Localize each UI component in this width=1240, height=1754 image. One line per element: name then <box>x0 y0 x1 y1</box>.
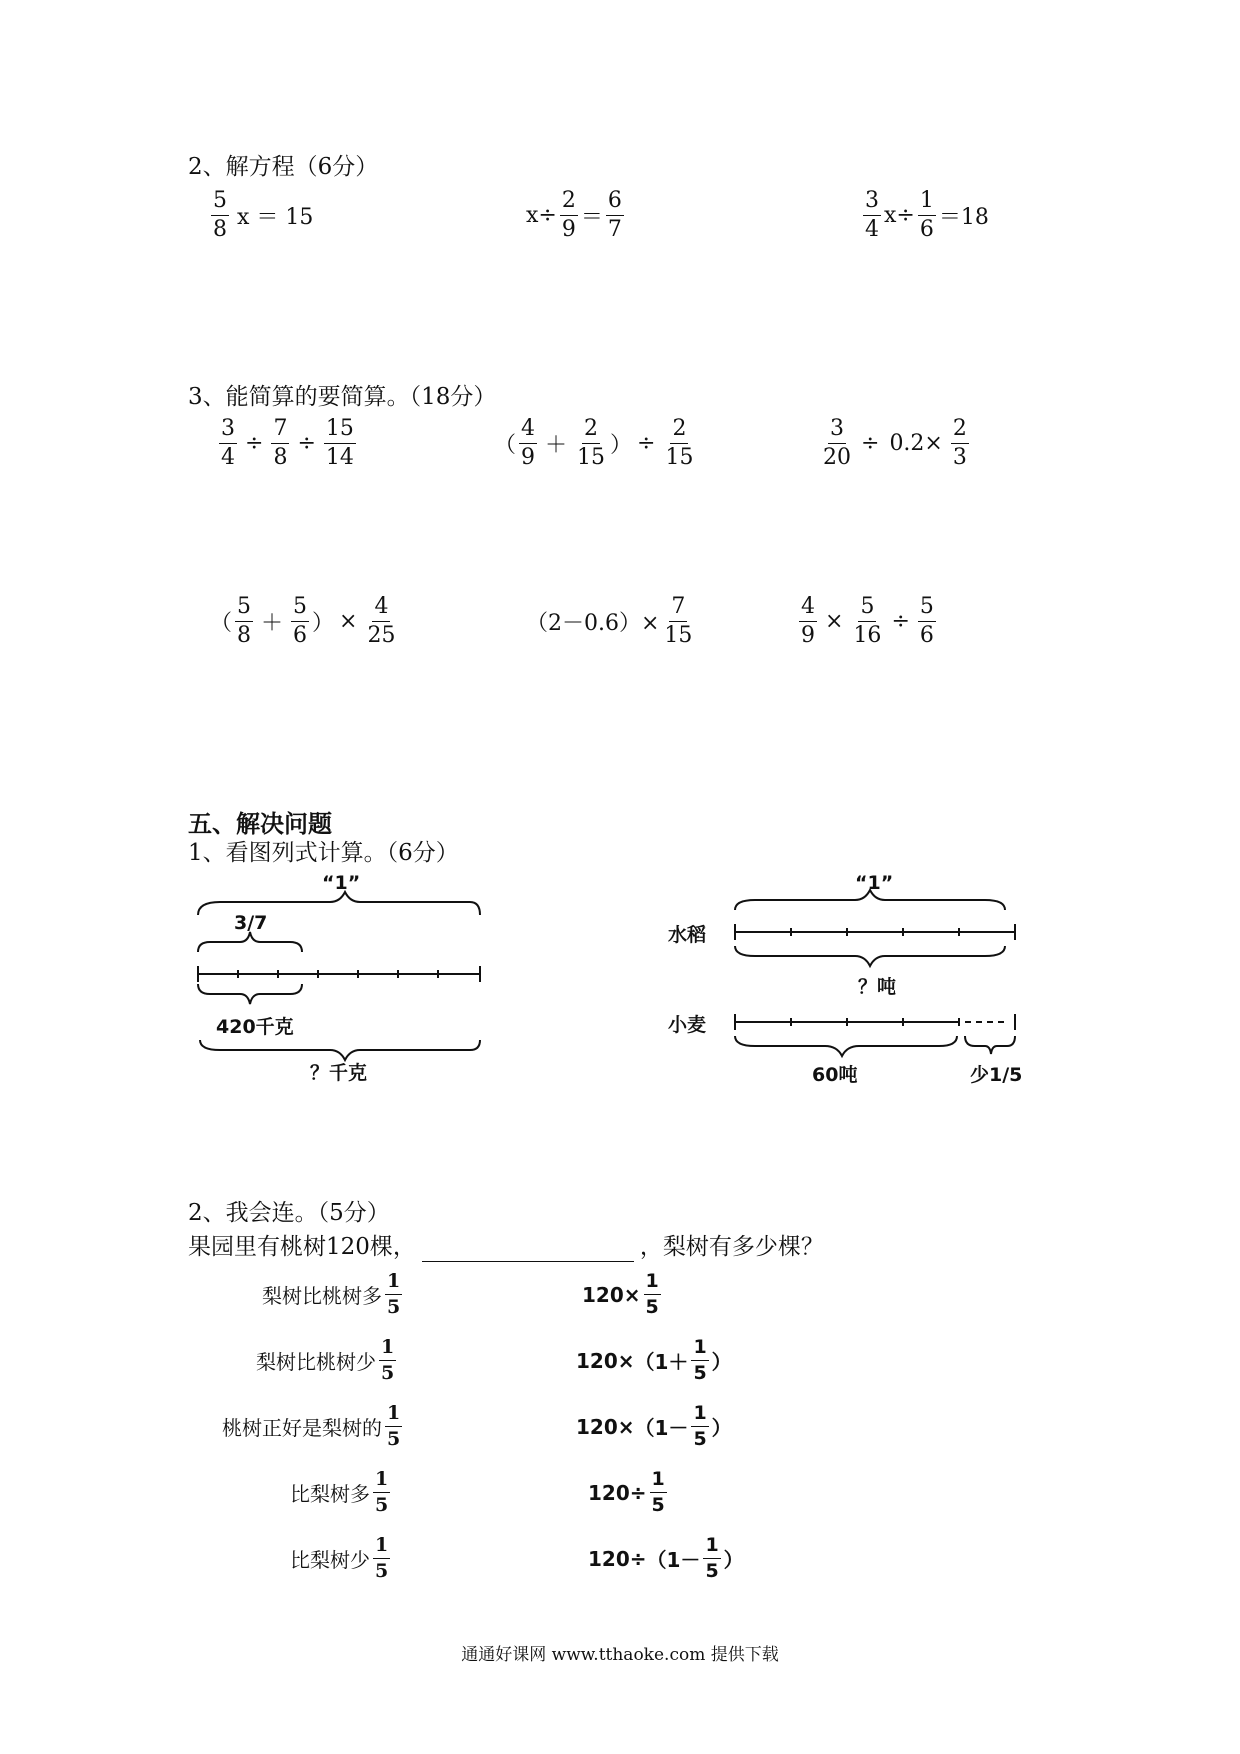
match-left-1[interactable] <box>262 1272 405 1317</box>
fig2-rice-label: 水稻 <box>668 924 707 946</box>
fraction: $\frac{2}{15}$ <box>665 416 694 470</box>
fraction: $\frac{1}{5}$ <box>705 1534 719 1582</box>
paren: ） <box>312 611 335 636</box>
fraction: $\frac{7}{15}$ <box>664 594 693 648</box>
equation-text: x ＝ 15 <box>237 205 314 230</box>
s5-q1-title: 1、看图列式计算。（6分） <box>188 840 459 866</box>
fig2-less-label: 少1/5 <box>970 1064 1023 1086</box>
simplify-d <box>210 596 400 647</box>
operator: ÷ <box>245 431 264 456</box>
brace-rice-bottom <box>735 946 1005 966</box>
fraction: $\frac{3}{20}$ <box>823 416 851 470</box>
operator: × <box>339 609 358 634</box>
match-expr-inner: （1＋ <box>634 1350 689 1374</box>
fraction: $\frac{5}{6}$ <box>293 594 308 648</box>
match-right-3[interactable] <box>576 1404 732 1449</box>
match-text: 比梨树多 <box>290 1482 370 1506</box>
match-expr: 120÷ <box>588 1546 647 1571</box>
equation-1 <box>208 190 318 241</box>
fraction: $\frac{1}{5}$ <box>693 1402 707 1450</box>
brace-wheat-less <box>965 1036 1015 1054</box>
fraction: $\frac{7}{8}$ <box>273 416 288 470</box>
equation-text: x÷ <box>526 203 557 228</box>
match-left-5[interactable] <box>290 1536 393 1581</box>
match-expr-post: ） <box>723 1548 744 1572</box>
fraction: $\frac{2}{3}$ <box>952 416 967 470</box>
fraction: $\frac{1}{5}$ <box>387 1402 401 1450</box>
brace-wheat-amount <box>735 1036 957 1056</box>
footer-text: 通通好课网 www.tthaoke.com 提供下载 <box>461 1645 779 1665</box>
match-right-1[interactable] <box>582 1272 664 1317</box>
section-5-title: 五、解决问题 <box>188 810 332 838</box>
match-expr: 120÷ <box>588 1480 647 1505</box>
fraction: $\frac{1}{6}$ <box>919 188 934 242</box>
operator: × <box>825 609 844 634</box>
simplify-f <box>796 596 939 647</box>
simplify-c <box>818 418 972 469</box>
simplify-a <box>216 418 359 469</box>
operator: ＋ <box>545 433 568 458</box>
match-expr: 120× <box>582 1282 641 1307</box>
match-left-2[interactable] <box>256 1338 399 1383</box>
q3-title: 3、能简算的要简算。（18分） <box>188 384 497 410</box>
fraction: $\frac{1}{5}$ <box>375 1534 389 1582</box>
match-expr-inner: （1－ <box>634 1416 689 1440</box>
equation-text: 0.2× <box>889 431 943 456</box>
fraction: $\frac{4}{9}$ <box>521 416 536 470</box>
fraction: $\frac{1}{5}$ <box>387 1270 401 1318</box>
fig1-part-label: 3/7 <box>234 912 268 934</box>
answer-blank[interactable] <box>422 1235 634 1262</box>
match-right-2[interactable] <box>576 1338 732 1383</box>
match-expr-post: ） <box>711 1416 732 1440</box>
fraction: $\frac{4}{25}$ <box>367 594 396 648</box>
equation-3 <box>860 190 989 241</box>
match-expr-inner: （1－ <box>646 1548 701 1572</box>
statement-pre: 果园里有桃树120棵， <box>188 1234 416 1260</box>
fraction: $\frac{5}{8}$ <box>237 594 252 648</box>
match-text: 梨树比桃树少 <box>256 1350 376 1374</box>
brace-part <box>198 932 302 952</box>
operator: ÷ <box>297 431 316 456</box>
fig1-part-amount: 420千克 <box>216 1016 294 1038</box>
fraction: $\frac{1}{5}$ <box>381 1336 395 1384</box>
match-right-4[interactable] <box>588 1470 670 1515</box>
match-expr-post: ） <box>711 1350 732 1374</box>
operator: ÷ <box>891 609 910 634</box>
match-text: 比梨树少 <box>290 1548 370 1572</box>
fraction: $\frac{5}{6}$ <box>919 594 934 648</box>
fraction: $\frac{1}{5}$ <box>375 1468 389 1516</box>
equation-text: ＝18 <box>938 205 989 230</box>
paren: （ <box>210 611 233 636</box>
figure-1-diagram <box>180 870 510 1090</box>
match-text: 梨树比桃树多 <box>262 1284 382 1308</box>
brace-total <box>200 1040 480 1060</box>
fraction: $\frac{3}{4}$ <box>865 188 879 242</box>
match-left-4[interactable] <box>290 1470 393 1515</box>
fig2-rice-amount: ？吨 <box>858 976 897 998</box>
s5-q2-title: 2、我会连。（5分） <box>188 1200 390 1226</box>
fraction: $\frac{1}{5}$ <box>693 1336 707 1384</box>
fraction: $\frac{1}{5}$ <box>651 1468 665 1516</box>
q2-title: 2、解方程（6分） <box>188 154 379 180</box>
simplify-b <box>494 418 698 469</box>
fig1-whole-label: “1” <box>322 872 361 894</box>
equation-text: x÷ <box>884 203 915 228</box>
fraction: $\frac{1}{5}$ <box>645 1270 659 1318</box>
fraction: $\frac{5}{16}$ <box>853 594 882 648</box>
fraction: $\frac{4}{9}$ <box>801 594 815 648</box>
fig2-wheat-label: 小麦 <box>668 1014 707 1036</box>
figure-2-diagram <box>725 870 1035 1070</box>
simplify-e <box>526 596 697 647</box>
fraction: $\frac{2}{15}$ <box>577 416 606 470</box>
fig1-total-label: ？千克 <box>310 1062 368 1084</box>
fig2-wheat-amount: 60吨 <box>812 1064 858 1086</box>
match-text: 桃树正好是梨树的 <box>222 1416 382 1440</box>
match-expr: 120× <box>576 1348 635 1373</box>
operator: ÷ <box>861 431 880 456</box>
equation-text: （2－0.6）× <box>526 611 660 636</box>
fraction: $\frac{6}{7}$ <box>607 188 622 242</box>
statement-line <box>188 1232 824 1262</box>
fraction: $\frac{15}{14}$ <box>325 416 354 470</box>
equals-sign: ＝ <box>580 205 603 230</box>
paren: ） <box>610 433 633 458</box>
match-right-5[interactable] <box>588 1536 744 1581</box>
equation-2 <box>526 190 627 241</box>
fraction: $\frac{2}{9}$ <box>561 188 576 242</box>
fraction: $\frac{3}{4}$ <box>221 416 235 470</box>
paren: （ <box>494 433 517 458</box>
match-left-3[interactable] <box>222 1404 405 1449</box>
operator: ＋ <box>261 611 284 636</box>
match-expr: 120× <box>576 1414 635 1439</box>
fig2-whole-label: “1” <box>855 872 894 894</box>
operator: ÷ <box>637 431 656 456</box>
statement-post: ，梨树有多少棵？ <box>639 1234 824 1260</box>
fraction: $\frac{5}{8}$ <box>213 188 227 242</box>
brace-part-bottom <box>198 984 302 1004</box>
